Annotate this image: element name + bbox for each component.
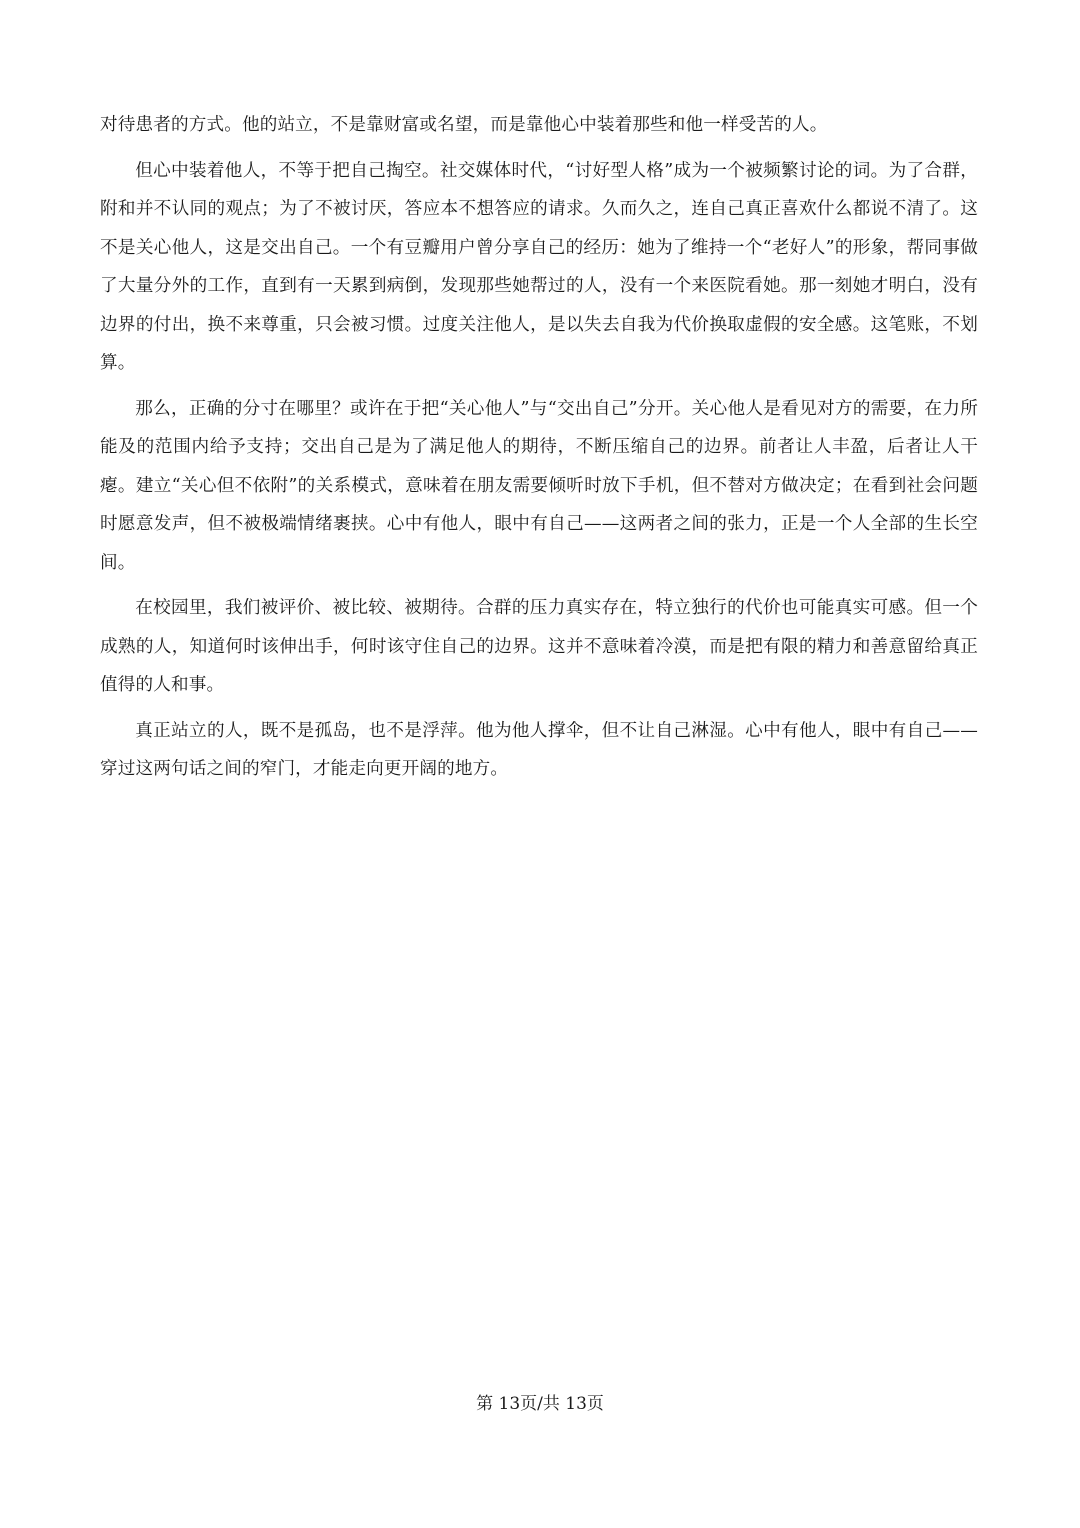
paragraph-5: 真正站立的人，既不是孤岛，也不是浮萍。他为他人撑伞，但不让自己淋湿。心中有他人，眼中有自己——穿过这两句话之间的窄门，才能走向更开阔的地方。 <box>100 720 978 779</box>
essay-body <box>100 106 978 796</box>
paragraph-1: 对待患者的方式。他的站立，不是靠财富或名望，而是靠他心中装着那些和他一样受苦的人。 <box>100 115 828 135</box>
page-number-footer: 第 13页/共 13页 <box>476 1394 604 1414</box>
paragraph-3: 那么，正确的分寸在哪里？或许在于把“关心他人”与“交出自己”分开。关心他人是看见对方的需要，在力所能及的范围内给予支持；交出自己是为了满足他人的期待，不断压缩自己的边界。前者让人丰盈，后者让人干瘪。建立“关心但不依附”的关系模式，意味着在朋友需要倾听时放下手机，但不替对方做决定；在看到社会问题时愿意发声，但不被极端情绪裹挟。心中有他人，眼中有自己——这两者之间的张力，正是一个人全部的生长空间。 <box>100 398 978 573</box>
paragraph-4: 在校园里，我们被评价、被比较、被期待。合群的压力真实存在，特立独行的代价也可能真实可感。但一个成熟的人，知道何时该伸出手，何时该守住自己的边界。这并不意味着冷漠，而是把有限的精力和善意留给真正值得的人和事。 <box>100 598 978 695</box>
paragraph-2: 但心中装着他人，不等于把自己掏空。社交媒体时代，“讨好型人格”成为一个被频繁讨论的词。为了合群，附和并不认同的观点；为了不被讨厌，答应本不想答应的请求。久而久之，连自己真正喜欢什么都说不清了。这不是关心他人，这是交出自己。一个有豆瓣用户曾分享自己的经历：她为了维持一个“老好人”的形象，帮同事做了大量分外的工作，直到有一天累到病倒，发现那些她帮过的人，没有一个来医院看她。那一刻她才明白，没有边界的付出，换不来尊重，只会被习惯。过度关注他人，是以失去自我为代价换取虚假的安全感。这笔账，不划算。 <box>100 160 978 373</box>
